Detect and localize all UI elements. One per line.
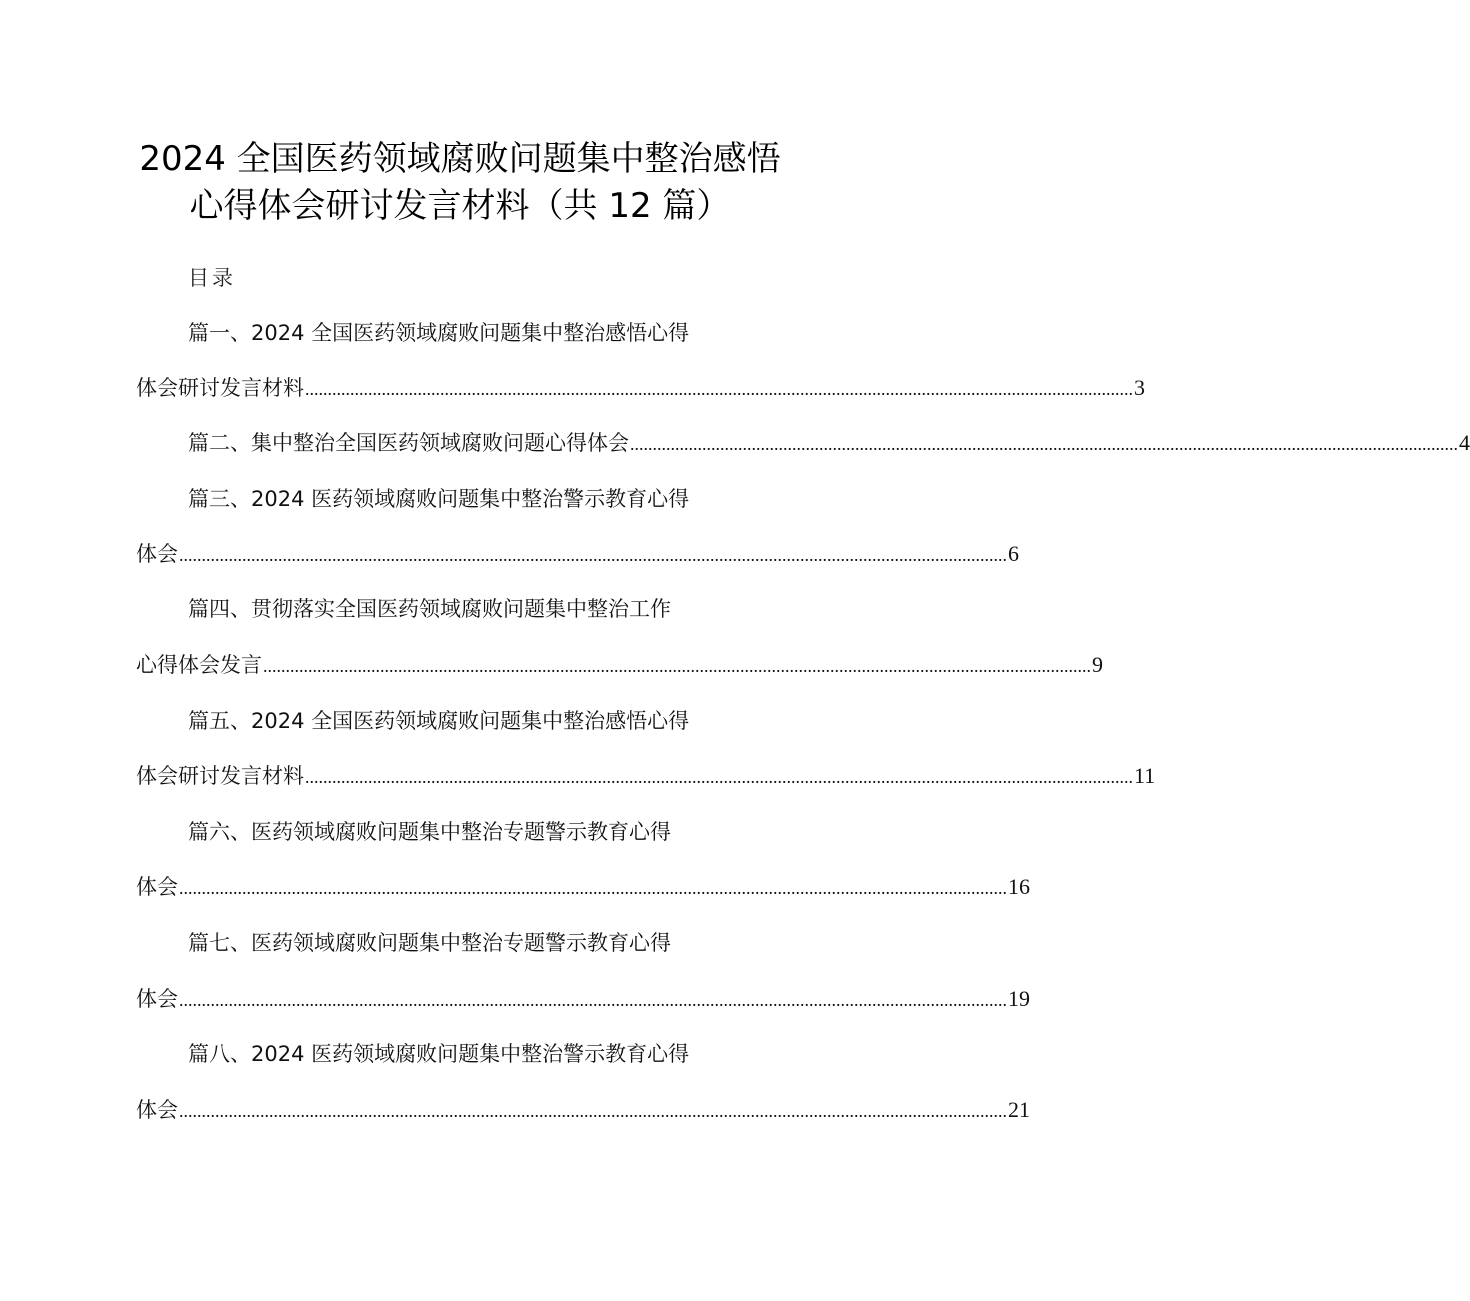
toc-entry-7-page: 19 [1008, 986, 1030, 1011]
toc-entry-3-page: 6 [1008, 541, 1019, 566]
toc-leader-dots: ........................................................................................................................................................................................ [179, 1101, 1007, 1121]
toc-entry-6-title-cont: 体会 [136, 875, 178, 899]
toc-entry-1-title-cont: 体会研讨发言材料 [136, 376, 304, 400]
toc-leader-dots: ........................................................................................................................................................................................ [630, 434, 1458, 454]
toc-entry-1-page: 3 [1134, 375, 1145, 400]
toc-entry-2-page: 4 [1459, 430, 1470, 455]
toc-leader-dots: ........................................................................................................................................................................................ [305, 767, 1133, 787]
toc-entry-8-title-cont: 体会 [136, 1098, 178, 1122]
toc-heading: 目录 [188, 266, 236, 290]
toc-entry-7-continuation[interactable] [136, 984, 1030, 1015]
toc-entry-5-continuation[interactable] [136, 761, 1156, 792]
toc-entry-1-continuation[interactable] [136, 373, 1145, 404]
toc-leader-dots: ........................................................................................................................................................................................ [179, 878, 1007, 898]
toc-entry-1-title[interactable]: 篇一、2024 全国医药领域腐败问题集中整治感悟心得 [188, 321, 690, 345]
toc-leader-dots: ........................................................................................................................................................................................ [305, 379, 1133, 399]
toc-entry-6-continuation[interactable] [136, 872, 1030, 903]
toc-entry-8-title[interactable]: 篇八、2024 医药领域腐败问题集中整治警示教育心得 [188, 1042, 690, 1066]
toc-entry-5-title-cont: 体会研讨发言材料 [136, 764, 304, 788]
toc-entry-3-title[interactable]: 篇三、2024 医药领域腐败问题集中整治警示教育心得 [188, 487, 690, 511]
toc-entry-3-title-cont: 体会 [136, 542, 178, 566]
toc-entry-8-continuation[interactable] [136, 1095, 1030, 1126]
document-title-line-2: 心得体会研讨发言材料（共 12 篇） [189, 186, 731, 226]
toc-entry-4-continuation[interactable] [136, 650, 1103, 681]
toc-leader-dots: ........................................................................................................................................................................................ [263, 656, 1091, 676]
toc-entry-5-page: 11 [1134, 763, 1156, 788]
toc-entry-6-page: 16 [1008, 874, 1030, 899]
toc-entry-6-title[interactable]: 篇六、医药领域腐败问题集中整治专题警示教育心得 [188, 820, 671, 844]
toc-leader-dots: ........................................................................................................................................................................................ [179, 545, 1007, 565]
toc-leader-dots: ........................................................................................................................................................................................ [179, 990, 1007, 1010]
toc-entry-7-title-cont: 体会 [136, 987, 178, 1011]
toc-entry-5-title[interactable]: 篇五、2024 全国医药领域腐败问题集中整治感悟心得 [188, 709, 690, 733]
toc-entry-4-title[interactable]: 篇四、贯彻落实全国医药领域腐败问题集中整治工作 [188, 597, 671, 621]
toc-entry-4-page: 9 [1092, 652, 1103, 677]
toc-entry-2-title: 篇二、集中整治全国医药领域腐败问题心得体会 [188, 431, 629, 455]
toc-entry-8-page: 21 [1008, 1097, 1030, 1122]
toc-entry-2[interactable] [188, 428, 1470, 459]
toc-entry-4-title-cont: 心得体会发言 [136, 653, 262, 677]
toc-entry-3-continuation[interactable] [136, 539, 1019, 570]
toc-entry-7-title[interactable]: 篇七、医药领域腐败问题集中整治专题警示教育心得 [188, 931, 671, 955]
document-title-line-1: 2024 全国医药领域腐败问题集中整治感悟 [139, 139, 781, 179]
